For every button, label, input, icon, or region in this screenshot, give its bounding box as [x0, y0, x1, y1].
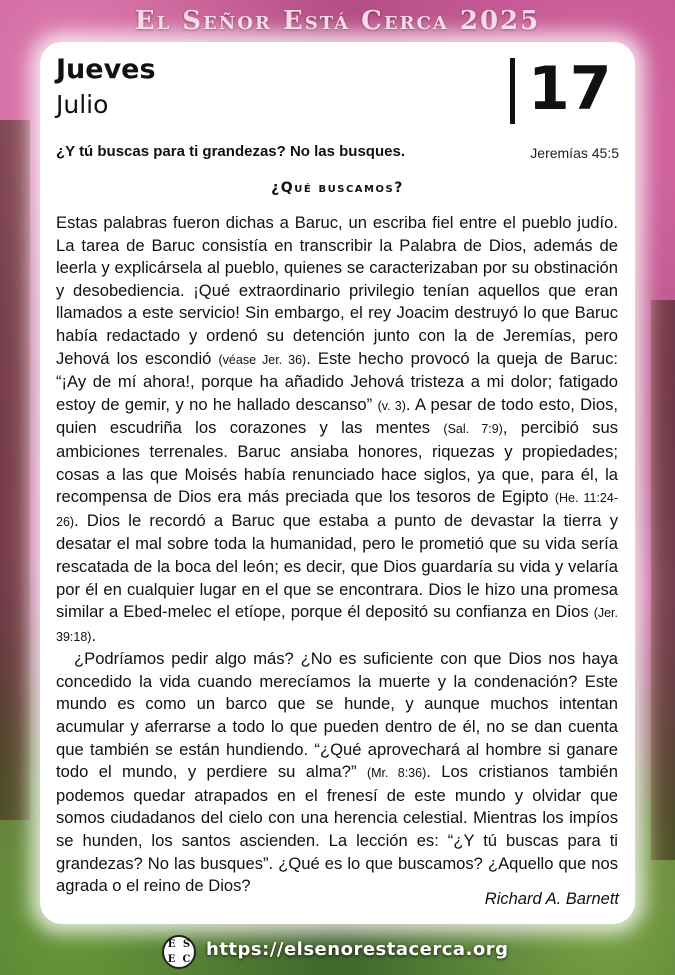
weekday: Jueves: [56, 54, 156, 85]
tree-trunk-left: [0, 120, 30, 820]
text-run: Estas palabras fueron dichas a Baruc, un escriba fiel entre el pueblo judío. La tarea de Baruc consistía en transcribir la Palabra de Dios, además de leerla y explicársela al pueblo, quienes se caracterizaban por su obstinación y desobediencia. ¡Qué extraordinario privilegio tenían aquellos que eran llamados a este servicio! Sin embargo, el rey Joacim destruyó lo que Baruc había redactado y ordenó su detención junto con la de Jeremías, pero Jehová los escondió: [56, 213, 618, 368]
logo-letter: C: [182, 954, 191, 965]
citation: (v. 3): [377, 398, 406, 413]
text-run: . Este hecho provocó la queja de Baruc: “¡Ay de mí ahora!, porque ha añadido Jehová tristeza a mi dolor; fatigado estoy de gemir, y no he hallado descanso”: [56, 348, 619, 414]
logo-letter: S: [182, 939, 191, 950]
logo-letter: E: [167, 954, 176, 965]
verse-reference: Jeremías 45:5: [530, 145, 619, 161]
website-link[interactable]: https://elsenorestacerca.org: [206, 939, 509, 960]
text-run: .: [91, 625, 97, 645]
citation: (He. 11:24-26): [56, 491, 618, 529]
text-run: . Dios le recordó a Baruc que estaba a punto de devastar la tierra y desatar el mal sobre toda la humanidad, pero le prometió que su vida sería rescatada de la boca del león; es decir, que Dios guardaría su vida y velaría por él en cualquier lugar en el que se encontrara. Dios le hizo una promesa similar a Ebed-melec el etíope, porque él depositó su confianza en Dios: [56, 510, 618, 622]
paragraph-2: [56, 648, 618, 898]
devotional-title: ¿Qué buscamos?: [271, 180, 404, 196]
paragraph-1: [56, 212, 618, 648]
citation: (véase Jer. 36): [218, 352, 307, 367]
banner-title: El Señor Está Cerca 2025: [134, 6, 541, 36]
month: Julio: [56, 90, 109, 119]
devotional-card: [40, 42, 635, 924]
tree-trunk-right: [651, 300, 675, 860]
footer: [0, 935, 675, 971]
date-divider: [510, 58, 515, 124]
author-name: Richard A. Barnett: [484, 890, 619, 908]
logo-letter: E: [167, 939, 176, 950]
date-number: 17: [528, 54, 612, 124]
text-run: . A pesar de todo esto, Dios, quien escudriña los corazones y las mentes: [56, 394, 618, 438]
text-run: ¿Podríamos pedir algo más? ¿No es suficiente con que Dios nos haya concedido la vida cuando merecíamos la muerte y la condenación? Este mundo es como un barco que se hunde, y aunque muchos intentan acumular y aferrarse a todo lo que pueden dentro de él, no se dan cuenta que también se están hundiendo. “¿Qué aprovechará al hombre si ganare todo el mundo, y perdiere su alma?”: [56, 649, 618, 782]
citation: (Jer. 39:18): [56, 606, 618, 644]
text-run: , percibió sus ambiciones terrenales. Baruc ansiaba honores, riquezas y propiedades; cosas a las que Moisés había renunciado hace siglos, ya que, para él, la recompensa de Dios era más preciada que los tesoros de Egipto: [56, 418, 619, 507]
citation: (Mr. 8:36): [366, 766, 427, 781]
text-run: . Los cristianos también podemos quedar atrapados en el frenesí de este mundo y olvidar que somos ciudadanos del cielo con una herencia celestial. Mientras los impíos se hunden, los santos ascienden. La lección es: “¿Y tú buscas para ti grandezas? No las busques”. ¿Qué es lo que buscamos? ¿Aquello que nos agrada o el reino de Dios?: [56, 762, 618, 896]
devotional-body: [56, 212, 618, 898]
citation: (Sal. 7:9): [443, 422, 503, 437]
key-verse: ¿Y tú buscas para ti grandezas? No las busques.: [56, 143, 405, 160]
site-logo-icon: [162, 935, 196, 969]
